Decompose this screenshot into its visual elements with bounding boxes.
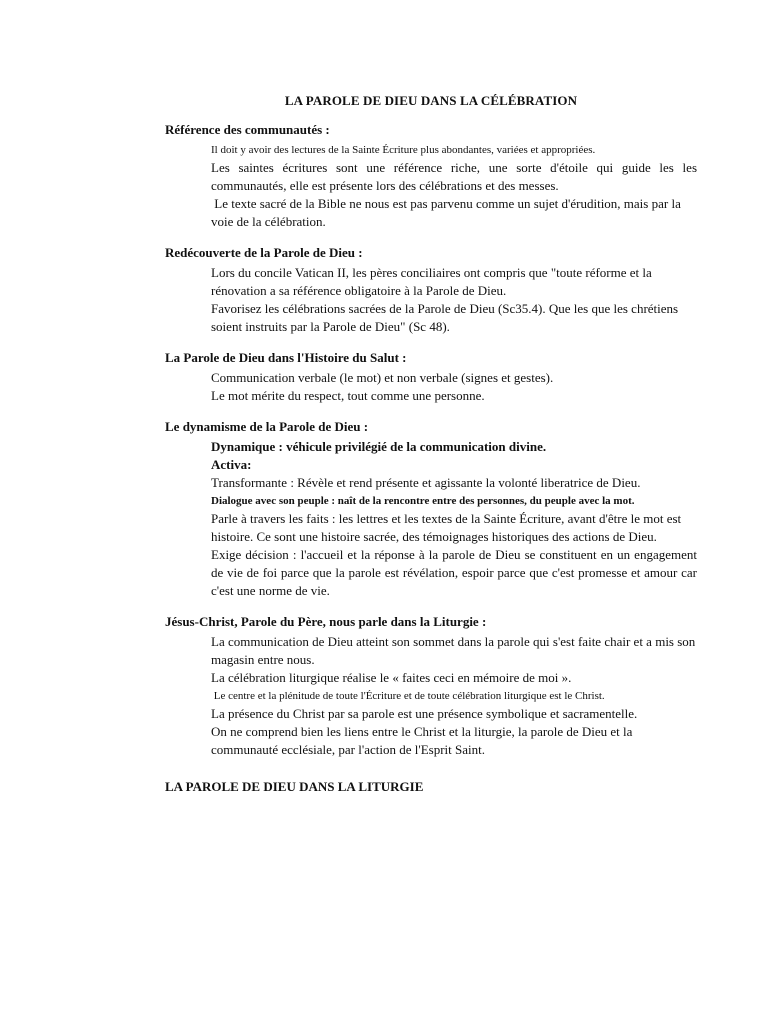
list-item [165, 369, 697, 387]
document-body [165, 121, 697, 759]
list-item [165, 705, 697, 723]
document-page [165, 93, 697, 795]
bullet-list [165, 369, 697, 405]
section [165, 121, 697, 231]
list-item-text: Favorisez les célébrations sacrées de la Parole de Dieu (Sc35.4). Que les que les chrétiens soient instruits par la Parole de Dieu" (Sc 48). [211, 301, 679, 334]
bullet-list [165, 264, 697, 336]
list-item-text: Communication verbale (le mot) et non verbale (signes et gestes). [211, 370, 554, 385]
list-item-text: Le centre et la plénitude de toute l'Écriture et de toute célébration liturgique est le Christ. [211, 690, 605, 702]
list-item [165, 141, 697, 159]
section [165, 613, 697, 759]
list-item [165, 687, 697, 705]
list-item-text: Les saintes écritures sont une référence riche, une sorte d'étoile qui guide les les communautés, elle est présente lors des célébrations et des messes. [211, 160, 697, 193]
list-item [165, 300, 697, 336]
section [165, 244, 697, 336]
list-item [165, 510, 697, 546]
list-item [165, 474, 697, 492]
list-item-text: Dialogue avec son peuple : naît de la rencontre entre des personnes, du peuple avec la mot. [211, 495, 635, 507]
list-item-text: Le mot mérite du respect, tout comme une personne. [211, 388, 485, 403]
list-item [165, 546, 697, 600]
list-item [165, 387, 697, 405]
list-item [165, 456, 697, 474]
list-item [165, 492, 697, 510]
section [165, 418, 697, 600]
list-item-text: Activa: [211, 457, 252, 472]
section-heading: Référence des communautés : [165, 122, 330, 137]
list-item [165, 159, 697, 195]
section-heading: La Parole de Dieu dans l'Histoire du Salut : [165, 350, 407, 365]
document-title: LA PAROLE DE DIEU DANS LA CÉLÉBRATION [284, 93, 578, 108]
list-item [165, 264, 697, 300]
section-heading: Le dynamisme de la Parole de Dieu : [165, 419, 369, 434]
list-item-text: La présence du Christ par sa parole est une présence symbolique et sacramentelle. [211, 706, 638, 721]
list-item-text: Lors du concile Vatican II, les pères conciliaires ont compris que "toute réforme et la rénovation a sa référence obligatoire à la Parole de Dieu. [211, 265, 652, 298]
list-item-text: La communication de Dieu atteint son sommet dans la parole qui s'est faite chair et a mis son magasin entre nous. [211, 634, 696, 667]
list-item [165, 633, 697, 669]
list-item-text: Transformante : Révèle et rend présente et agissante la volonté liberatrice de Dieu. [211, 475, 641, 490]
list-item [165, 723, 697, 759]
list-item [165, 669, 697, 687]
list-item-text: Parle à travers les faits : les lettres et les textes de la Sainte Écriture, avant d'être le mot est histoire. Ce sont une histoire sacrée, des témoignages historiques des actions de Dieu. [211, 511, 682, 544]
list-item [165, 195, 697, 231]
final-heading: LA PAROLE DE DIEU DANS LA LITURGIE [165, 779, 424, 794]
list-item-text: Exige décision : l'accueil et la réponse à la parole de Dieu se constituent en un engagement de vie de foi parce que la parole est révélation, espoir parce que c'est promesse et amour car c'est une norme de vie. [211, 547, 697, 598]
list-item-text: Il doit y avoir des lectures de la Sainte Écriture plus abondantes, variées et appropriées. [211, 144, 596, 156]
list-item [165, 438, 697, 456]
section [165, 349, 697, 405]
bullet-list [165, 141, 697, 231]
list-item-text: La célébration liturgique réalise le « faites ceci en mémoire de moi ». [211, 670, 572, 685]
list-item-text: Le texte sacré de la Bible ne nous est pas parvenu comme un sujet d'érudition, mais par la voie de la célébration. [211, 196, 681, 229]
bullet-list [165, 633, 697, 759]
bullet-list [165, 438, 697, 600]
section-heading: Jésus-Christ, Parole du Père, nous parle dans la Liturgie : [165, 614, 487, 629]
list-item-text: Dynamique : véhicule privilégié de la communication divine. [211, 439, 547, 454]
list-item-text: On ne comprend bien les liens entre le Christ et la liturgie, la parole de Dieu et la communauté ecclésiale, par l'action de l'Esprit Saint. [211, 724, 633, 757]
section-heading: Redécouverte de la Parole de Dieu : [165, 245, 363, 260]
